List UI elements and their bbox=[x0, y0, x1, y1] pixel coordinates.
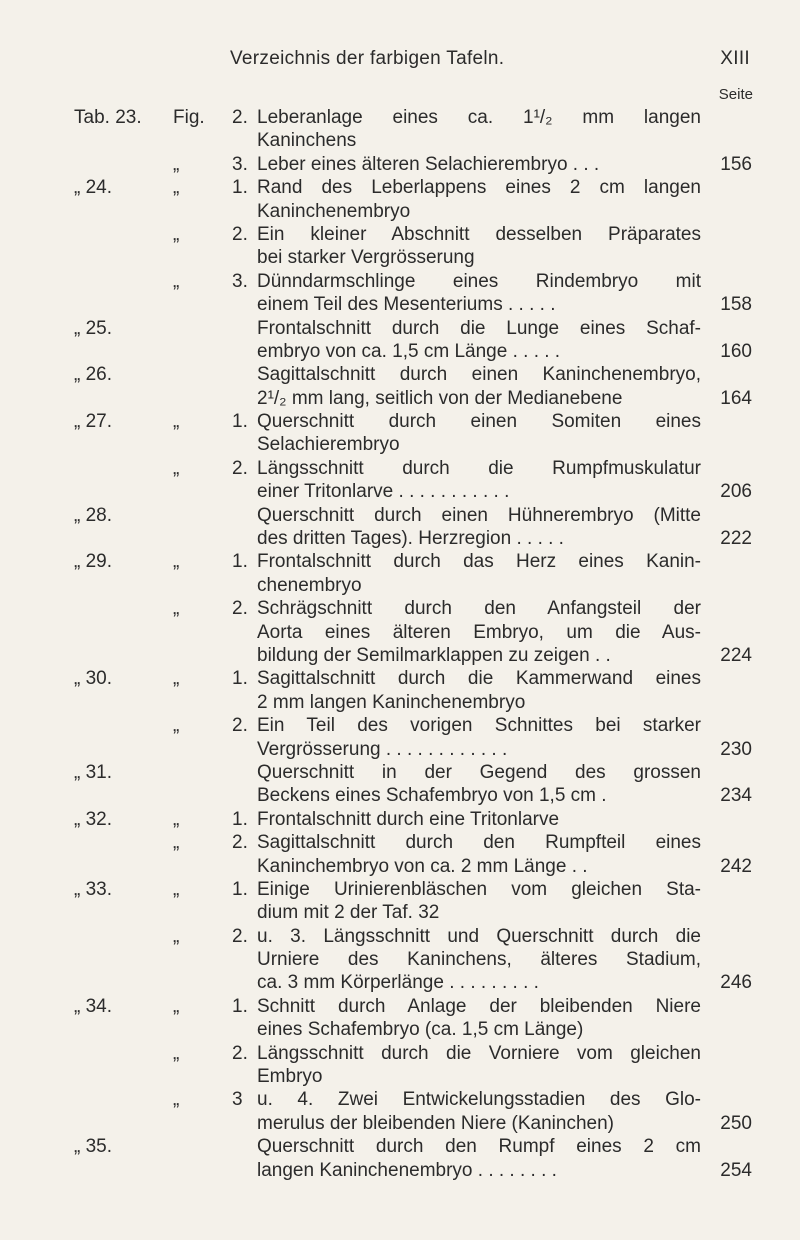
description-line: Frontalschnitt durch das Herz eines Kanin- bbox=[257, 551, 701, 573]
tab-number: „ 26. bbox=[74, 364, 113, 386]
description-line: Kaninchens bbox=[257, 130, 357, 152]
tab-number: „ 31. bbox=[74, 761, 113, 783]
description-line: Schnitt durch Anlage der bleibenden Niere bbox=[257, 995, 701, 1017]
description-line: Ein Teil des vorigen Schnittes bei starker bbox=[257, 715, 701, 737]
fig-number: 3. bbox=[232, 153, 248, 175]
tab-number: „ 29. bbox=[74, 551, 113, 573]
fig-number: 1. bbox=[232, 668, 248, 690]
page-reference: 222 bbox=[720, 528, 752, 550]
description-line: langen Kaninchenembryo . . . . . . . . bbox=[257, 1159, 557, 1181]
description-line: merulus der bleibenden Niere (Kaninchen) bbox=[257, 1112, 614, 1134]
tab-number: „ 25. bbox=[74, 317, 113, 339]
entry-description bbox=[257, 925, 701, 995]
description-line: 2 mm langen Kaninchenembryo bbox=[257, 691, 526, 713]
description-line: Leber eines älteren Selachierembryo . . . bbox=[257, 153, 600, 175]
entry-description bbox=[257, 550, 701, 597]
list-item bbox=[0, 808, 800, 831]
fig-label: „ bbox=[173, 153, 180, 175]
tab-number: „ 30. bbox=[74, 668, 113, 690]
entry-description bbox=[257, 363, 701, 410]
fig-label: „ bbox=[173, 457, 180, 479]
fig-number: 2. bbox=[232, 107, 248, 128]
entry-description bbox=[257, 667, 701, 714]
page-reference: 246 bbox=[720, 972, 752, 994]
description-line: Querschnitt durch einen Somiten eines bbox=[257, 411, 701, 433]
description-line: u. 4. Zwei Entwickelungsstadien des Glo- bbox=[257, 1089, 701, 1111]
description-line: Vergrösserung . . . . . . . . . . . . bbox=[257, 738, 508, 760]
fig-label: „ bbox=[173, 715, 180, 737]
description-line: Selachierembryo bbox=[257, 434, 400, 456]
description-line: Ein kleiner Abschnitt desselben Präparates bbox=[257, 223, 701, 245]
list-item bbox=[0, 550, 800, 597]
tab-number: „ 24. bbox=[74, 177, 113, 199]
fig-number: 2. bbox=[232, 457, 248, 479]
fig-label: „ bbox=[173, 270, 180, 292]
description-line: Schrägschnitt durch den Anfangsteil der bbox=[257, 598, 701, 620]
tab-number: „ 28. bbox=[74, 504, 113, 526]
description-line: Querschnitt durch einen Hühnerembryo (Mitte bbox=[257, 504, 701, 526]
description-line: Aorta eines älteren Embryo, um die Aus- bbox=[257, 621, 701, 643]
description-line: u. 3. Längsschnitt und Querschnitt durch die bbox=[257, 925, 701, 947]
fig-label: „ bbox=[173, 668, 180, 690]
running-header bbox=[230, 48, 750, 76]
seite-column-label: Seite bbox=[718, 86, 753, 103]
list-item bbox=[0, 1088, 800, 1135]
fig-number: 1. bbox=[232, 177, 248, 199]
page-reference: 234 bbox=[720, 785, 752, 807]
description-line: Frontalschnitt durch eine Tritonlarve bbox=[257, 808, 560, 830]
fig-label: „ bbox=[173, 878, 180, 900]
entry-description bbox=[257, 1088, 701, 1135]
fig-label: „ bbox=[173, 808, 180, 830]
tab-number: „ 32. bbox=[74, 808, 113, 830]
entry-description bbox=[257, 457, 701, 504]
header-page-number: XIII bbox=[720, 48, 750, 69]
list-item bbox=[0, 1042, 800, 1089]
description-line: ca. 3 mm Körperlänge . . . . . . . . . bbox=[257, 972, 539, 994]
page-reference: 158 bbox=[720, 294, 752, 316]
description-line: Urniere des Kaninchens, älteres Stadium, bbox=[257, 949, 701, 971]
page-reference: 156 bbox=[720, 153, 752, 175]
entry-description bbox=[257, 106, 701, 153]
tab-number: „ 33. bbox=[74, 878, 113, 900]
fig-number: 2. bbox=[232, 832, 248, 854]
list-item bbox=[0, 714, 800, 761]
page-reference: 224 bbox=[720, 645, 752, 666]
fig-label: „ bbox=[173, 995, 180, 1017]
tab-number: „ 34. bbox=[74, 995, 113, 1017]
fig-number: 2. bbox=[232, 598, 248, 620]
description-line: einer Tritonlarve . . . . . . . . . . . bbox=[257, 481, 510, 503]
fig-number: 1. bbox=[232, 808, 248, 830]
fig-label: „ bbox=[173, 223, 180, 245]
entry-description bbox=[257, 714, 701, 761]
description-line: Sagittalschnitt durch den Rumpfteil eines bbox=[257, 832, 701, 854]
list-item bbox=[0, 153, 800, 176]
fig-label: „ bbox=[173, 925, 180, 947]
fig-number: 2. bbox=[232, 715, 248, 737]
description-line: Querschnitt in der Gegend des grossen bbox=[257, 761, 701, 783]
description-line: Dünndarmschlinge eines Rindembryo mit bbox=[257, 270, 701, 292]
entry-description bbox=[257, 831, 701, 878]
entry-description bbox=[257, 270, 701, 317]
fig-label: „ bbox=[173, 598, 180, 620]
list-item bbox=[0, 223, 800, 270]
list-item bbox=[0, 106, 800, 153]
fig-label: „ bbox=[173, 177, 180, 199]
page-reference: 160 bbox=[720, 340, 752, 362]
entry-description bbox=[257, 995, 701, 1042]
description-line: Sagittalschnitt durch die Kammerwand eines bbox=[257, 668, 701, 690]
list-item bbox=[0, 176, 800, 223]
description-line: Querschnitt durch den Rumpf eines 2 cm bbox=[257, 1136, 701, 1158]
fig-label: „ bbox=[173, 551, 180, 573]
fig-label: Fig. bbox=[173, 107, 205, 128]
list-item bbox=[0, 667, 800, 714]
description-line: chenembryo bbox=[257, 574, 362, 596]
page-reference: 250 bbox=[720, 1112, 752, 1134]
entry-description bbox=[257, 761, 701, 808]
description-line: Sagittalschnitt durch einen Kaninchenembryo, bbox=[257, 364, 701, 386]
description-line: bei starker Vergrösserung bbox=[257, 247, 475, 269]
fig-label: „ bbox=[173, 411, 180, 433]
description-line: Frontalschnitt durch die Lunge eines Schaf- bbox=[257, 317, 701, 339]
page-reference: 242 bbox=[720, 855, 752, 877]
fig-number: 2. bbox=[232, 223, 248, 245]
list-item bbox=[0, 831, 800, 878]
entry-description bbox=[257, 410, 701, 457]
entry-description bbox=[257, 1135, 701, 1182]
list-item bbox=[0, 410, 800, 457]
list-item bbox=[0, 317, 800, 364]
list-item bbox=[0, 363, 800, 410]
list-item bbox=[0, 504, 800, 551]
description-line: Einige Urinierenbläschen vom gleichen Sta- bbox=[257, 878, 701, 900]
page-reference: 206 bbox=[720, 481, 752, 503]
entry-description bbox=[257, 504, 701, 551]
description-line: Embryo bbox=[257, 1066, 323, 1088]
header-title: Verzeichnis der farbigen Tafeln. bbox=[230, 48, 505, 69]
list-item bbox=[0, 878, 800, 925]
fig-number: 3. bbox=[232, 270, 248, 292]
entry-description bbox=[257, 878, 701, 925]
fig-label: „ bbox=[173, 832, 180, 854]
list-item bbox=[0, 1135, 800, 1182]
description-line: Kaninchembryo von ca. 2 mm Länge . . bbox=[257, 855, 588, 877]
description-line: Längsschnitt durch die Vorniere vom gleichen bbox=[257, 1042, 701, 1064]
page-reference: 164 bbox=[720, 387, 752, 409]
page-reference: 230 bbox=[720, 738, 752, 760]
fig-number: 2. bbox=[232, 925, 248, 947]
entry-description bbox=[257, 176, 701, 223]
description-line: einem Teil des Mesenteriums . . . . . bbox=[257, 294, 556, 316]
entry-description bbox=[257, 597, 701, 667]
description-line: Längsschnitt durch die Rumpfmuskulatur bbox=[257, 457, 701, 479]
fig-number: 1. bbox=[232, 995, 248, 1017]
description-line: des dritten Tages). Herzregion . . . . . bbox=[257, 528, 564, 550]
list-item bbox=[0, 457, 800, 504]
description-line: embryo von ca. 1,5 cm Länge . . . . . bbox=[257, 340, 561, 362]
plate-list bbox=[0, 106, 800, 1182]
fig-number: 2. bbox=[232, 1042, 248, 1064]
fig-label: „ bbox=[173, 1042, 180, 1064]
description-line: Leberanlage eines ca. 1¹/₂ mm langen bbox=[257, 107, 701, 128]
page-reference: 254 bbox=[720, 1159, 752, 1181]
description-line: Rand des Leberlappens eines 2 cm langen bbox=[257, 177, 701, 199]
description-line: Beckens eines Schafembryo von 1,5 cm . bbox=[257, 785, 607, 807]
list-item bbox=[0, 270, 800, 317]
fig-number: 1. bbox=[232, 551, 248, 573]
tab-number: „ 35. bbox=[74, 1136, 113, 1158]
description-line: Kaninchenembryo bbox=[257, 200, 411, 222]
description-line: 2¹/₂ mm lang, seitlich von der Medianebene bbox=[257, 387, 623, 409]
fig-number: 3 bbox=[232, 1089, 243, 1111]
list-item bbox=[0, 597, 800, 667]
fig-number: 1. bbox=[232, 878, 248, 900]
description-line: dium mit 2 der Taf. 32 bbox=[257, 902, 440, 924]
entry-description bbox=[257, 1042, 701, 1089]
entry-description bbox=[257, 808, 701, 831]
tab-number: Tab. 23. bbox=[74, 107, 142, 128]
list-item bbox=[0, 925, 800, 995]
fig-number: 1. bbox=[232, 411, 248, 433]
fig-label: „ bbox=[173, 1089, 180, 1111]
list-item bbox=[0, 761, 800, 808]
description-line: bildung der Semilmarklappen zu zeigen . . bbox=[257, 644, 611, 666]
entry-description bbox=[257, 153, 701, 176]
entry-description bbox=[257, 317, 701, 364]
list-item bbox=[0, 995, 800, 1042]
entry-description bbox=[257, 223, 701, 270]
description-line: eines Schafembryo (ca. 1,5 cm Länge) bbox=[257, 1019, 584, 1041]
tab-number: „ 27. bbox=[74, 411, 113, 433]
